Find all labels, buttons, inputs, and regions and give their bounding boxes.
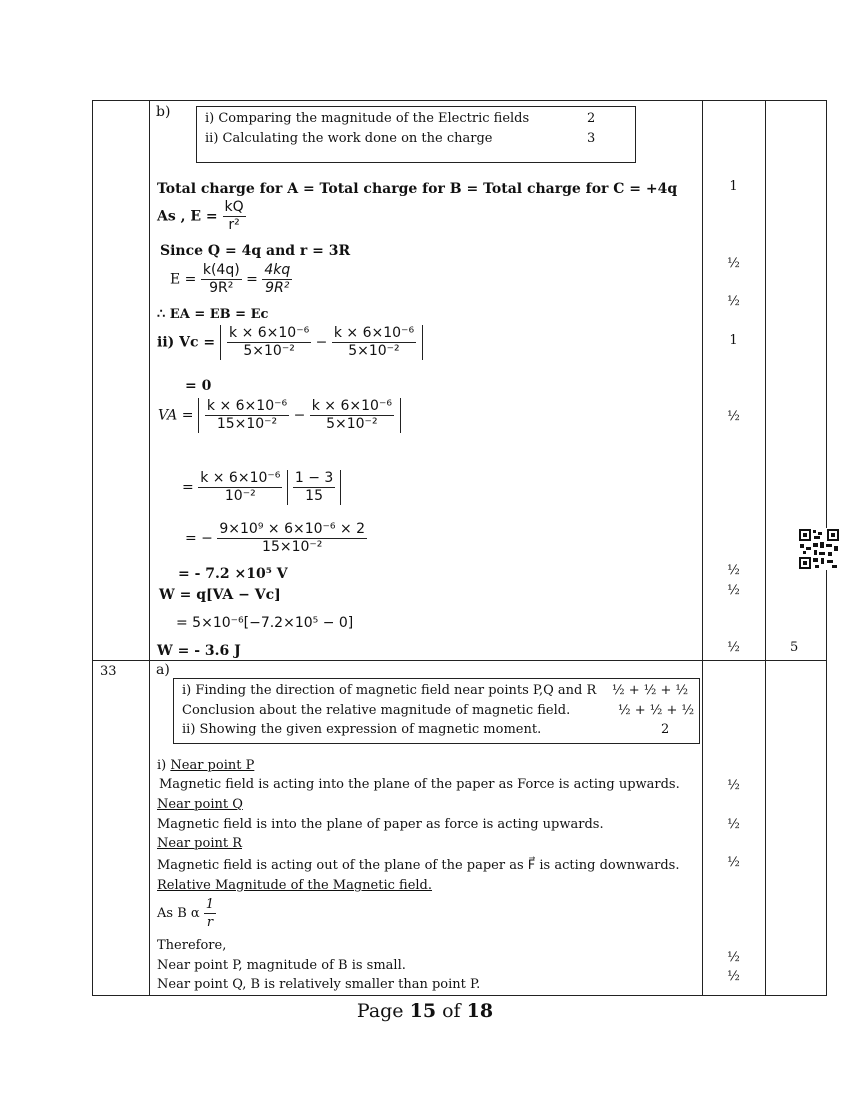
step3-eq: = − bbox=[185, 530, 213, 547]
scheme-33-item-1: i) Finding the direction of magnetic field near points P,Q and R bbox=[182, 683, 597, 698]
marking-scheme-box-b bbox=[196, 106, 636, 163]
va-label: VA = bbox=[158, 407, 194, 424]
frac-den: 9R² bbox=[209, 280, 234, 296]
near-q-text: Magnetic field is into the plane of paper as force is acting upwards. bbox=[157, 817, 604, 832]
vc-fraction-2 bbox=[332, 325, 416, 360]
near-q-heading: Near point Q bbox=[157, 797, 243, 812]
mark-33-3: ½ bbox=[727, 855, 740, 870]
frac-den: 5×10⁻² bbox=[243, 343, 295, 359]
near-p-heading: Near point P bbox=[170, 758, 255, 773]
frac-num: k(4q) bbox=[202, 262, 240, 278]
scheme-33-item-1-marks: ½ + ½ + ½ bbox=[612, 683, 689, 698]
e-eq-label: E = bbox=[170, 271, 197, 288]
frac-den: 15 bbox=[305, 488, 323, 504]
near-r-text: Magnetic field is acting out of the plane of the paper as F⃗ is acting downwards. bbox=[157, 858, 680, 873]
scheme-33-item-3: ii) Showing the given expression of magnetic moment. bbox=[182, 722, 542, 737]
marking-scheme-box-33 bbox=[173, 678, 700, 744]
scheme-b-item-1: i) Comparing the magnitude of the Electric fields bbox=[205, 111, 530, 126]
fraction-k4q bbox=[201, 262, 242, 297]
frac-num: 1 − 3 bbox=[294, 470, 334, 486]
mark-b-5: ½ bbox=[727, 409, 740, 424]
work-substitution-line: = 5×10⁻⁶[−7.2×10⁵ − 0] bbox=[176, 615, 354, 631]
mark-33-4: ½ bbox=[727, 950, 740, 965]
frac-den: 15×10⁻² bbox=[216, 416, 278, 432]
step3-fraction bbox=[217, 521, 367, 556]
mark-33-2: ½ bbox=[727, 817, 740, 832]
frac-den: 10⁻² bbox=[224, 488, 256, 504]
therefore-e-line: ∴ EA = EB = Ec bbox=[157, 307, 269, 322]
scheme-b-item-1-marks: 2 bbox=[587, 111, 596, 126]
mark-33-1: ½ bbox=[727, 778, 740, 793]
qr-code-icon bbox=[798, 528, 840, 570]
scheme-33-item-3-marks: 2 bbox=[661, 722, 670, 737]
page-footer bbox=[0, 1000, 850, 1022]
table-top-border bbox=[92, 100, 827, 101]
total-marks-b: 5 bbox=[790, 640, 799, 655]
frac-num: 9×10⁹ × 6×10⁻⁶ × 2 bbox=[219, 521, 366, 537]
va-bracket bbox=[198, 398, 401, 433]
frac-den: 9R² bbox=[265, 280, 290, 296]
va-line bbox=[158, 398, 401, 433]
eq-sign: = bbox=[246, 271, 258, 288]
col-border-1 bbox=[92, 100, 93, 996]
vc-fraction-1 bbox=[227, 325, 311, 360]
frac-den: 5×10⁻² bbox=[348, 343, 400, 359]
frac-den: 5×10⁻² bbox=[326, 416, 378, 432]
as-b-line bbox=[157, 896, 216, 931]
step2-fraction bbox=[198, 470, 282, 505]
work-formula-line: W = q[VA − Vc] bbox=[159, 587, 281, 603]
page-label: Page bbox=[356, 1000, 404, 1022]
e-eq-line bbox=[170, 262, 292, 297]
frac-num: kQ bbox=[224, 199, 244, 215]
near-r-heading: Near point R bbox=[157, 836, 242, 851]
vc-label: ii) Vc = bbox=[157, 334, 216, 351]
mark-b-3: ½ bbox=[727, 294, 740, 309]
near-q-smaller-text: Near point Q, B is relatively smaller than point P. bbox=[157, 977, 481, 992]
frac-den: r bbox=[206, 915, 214, 930]
as-e-label: As , E = bbox=[157, 208, 218, 225]
vc-bracket bbox=[220, 325, 423, 360]
mark-b-1: 1 bbox=[729, 179, 738, 194]
frac-num: 1 bbox=[205, 897, 215, 912]
col-border-2 bbox=[149, 100, 150, 996]
eq-zero-line: = 0 bbox=[185, 378, 212, 394]
scheme-b-item-2-marks: 3 bbox=[587, 131, 596, 146]
va-fraction-1 bbox=[205, 398, 289, 433]
step2-eq: = bbox=[182, 479, 194, 496]
frac-num: k × 6×10⁻⁶ bbox=[333, 325, 415, 341]
since-line: Since Q = 4q and r = 3R bbox=[160, 243, 351, 259]
mark-b-2: ½ bbox=[727, 256, 740, 271]
fraction-1-over-r bbox=[204, 896, 216, 931]
step2-line bbox=[182, 470, 341, 505]
page-of: of bbox=[442, 1000, 461, 1022]
mark-33-5: ½ bbox=[727, 969, 740, 984]
fraction-kq-r2 bbox=[223, 199, 246, 234]
minus-sign: − bbox=[293, 407, 306, 424]
col-border-4 bbox=[765, 100, 766, 996]
vc-line bbox=[157, 325, 423, 360]
frac-num: k × 6×10⁻⁶ bbox=[206, 398, 288, 414]
row-divider bbox=[92, 660, 827, 661]
therefore-text: Therefore, bbox=[157, 938, 227, 953]
near-p-text: Magnetic field is acting into the plane of the paper as Force is acting upwards. bbox=[159, 777, 680, 792]
step2-bracket-fraction bbox=[293, 470, 335, 505]
table-bottom-border bbox=[92, 995, 827, 996]
scheme-33-item-2: Conclusion about the relative magnitude of magnetic field. bbox=[182, 703, 571, 718]
frac-num: 4kq bbox=[264, 262, 291, 278]
total-charge-line: Total charge for A = Total charge for B = Total charge for C = +4q bbox=[157, 181, 678, 197]
frac-den: 15×10⁻² bbox=[262, 539, 323, 555]
mark-b-7: ½ bbox=[727, 583, 740, 598]
part-b-label: b) bbox=[156, 104, 171, 120]
frac-num: k × 6×10⁻⁶ bbox=[311, 398, 392, 414]
step2-bracket bbox=[287, 470, 341, 505]
minus-sign: − bbox=[315, 334, 328, 351]
step3-line bbox=[185, 521, 367, 556]
scheme-33-item-2-marks: ½ + ½ + ½ bbox=[618, 703, 695, 718]
step4-line: = - 7.2 ×10⁵ V bbox=[178, 566, 288, 582]
as-e-line bbox=[157, 199, 246, 234]
mark-b-4: 1 bbox=[729, 333, 738, 348]
near-p-small-text: Near point P, magnitude of B is small. bbox=[157, 958, 406, 973]
page-number: 15 bbox=[409, 1000, 437, 1022]
relative-magnitude-heading: Relative Magnitude of the Magnetic field. bbox=[157, 878, 433, 893]
question-number-33: 33 bbox=[100, 664, 117, 679]
mark-b-6: ½ bbox=[727, 563, 740, 578]
near-p-prefix: i) bbox=[157, 758, 167, 773]
work-result-line: W = - 3.6 J bbox=[157, 643, 241, 659]
part-a-label: a) bbox=[156, 662, 170, 678]
as-b-label: As B α bbox=[157, 906, 200, 921]
page-total: 18 bbox=[466, 1000, 494, 1022]
fraction-4kq bbox=[262, 262, 292, 297]
frac-num: k × 6×10⁻⁶ bbox=[229, 325, 310, 341]
mark-b-8: ½ bbox=[727, 640, 740, 655]
frac-num: k × 6×10⁻⁶ bbox=[200, 470, 281, 486]
scheme-b-item-2: ii) Calculating the work done on the charge bbox=[205, 131, 493, 146]
near-p-heading-line bbox=[157, 758, 254, 773]
frac-den: r² bbox=[228, 217, 240, 233]
va-fraction-2 bbox=[310, 398, 394, 433]
